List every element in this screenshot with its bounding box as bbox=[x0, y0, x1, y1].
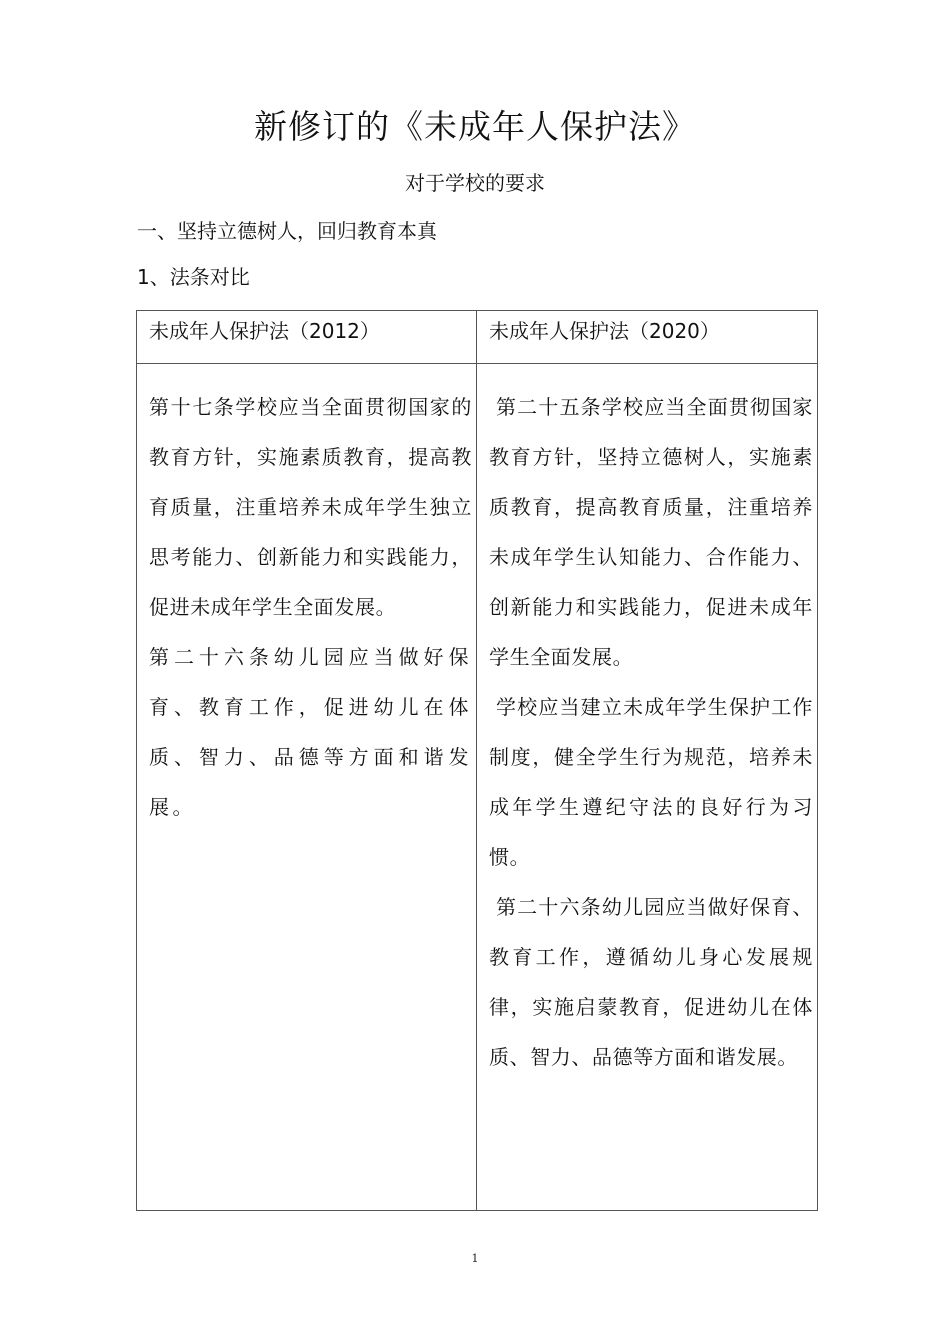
body-cell-2020 bbox=[477, 364, 818, 1211]
body-cell-2012 bbox=[137, 364, 477, 1211]
subsection-heading: 1、法条对比 bbox=[137, 265, 250, 289]
table-body-row bbox=[137, 364, 818, 1211]
document-subtitle: 对于学校的要求 bbox=[405, 171, 545, 195]
header-2020-label: 未成年人保护法（2020） bbox=[489, 319, 720, 343]
article-26-2020: 第二十六条幼儿园应当做好保育、教育工作，遵循幼儿身心发展规律，实施启蒙教育，促进幼儿在体质、智力、品德等方面和谐发展。 bbox=[489, 895, 813, 1069]
article-25-2020: 第二十五条学校应当全面贯彻国家教育方针，坚持立德树人，实施素质教育，提高教育质量，注重培养未成年学生认知能力、合作能力、创新能力和实践能力，促进未成年学生全面发展。 bbox=[489, 395, 813, 669]
document-title: 新修订的《未成年人保护法》 bbox=[254, 107, 696, 146]
table-header-row bbox=[137, 311, 818, 364]
law-comparison-table bbox=[136, 310, 818, 1211]
article-25-2020-paragraph-2: 学校应当建立未成年学生保护工作制度，健全学生行为规范，培养未成年学生遵纪守法的良好行为习惯。 bbox=[489, 695, 813, 869]
header-2012-label: 未成年人保护法（2012） bbox=[149, 319, 380, 343]
header-cell-2012 bbox=[137, 311, 477, 364]
section-heading: 一、坚持立德树人，回归教育本真 bbox=[137, 219, 437, 243]
article-17-2012: 第十七条学校应当全面贯彻国家的教育方针，实施素质教育，提高教育质量，注重培养未成年学生独立思考能力、创新能力和实践能力，促进未成年学生全面发展。 bbox=[149, 395, 472, 619]
article-26-2012: 第二十六条幼儿园应当做好保育、教育工作，促进幼儿在体质、智力、品德等方面和谐发展。 bbox=[149, 645, 472, 819]
page-number: 1 bbox=[471, 1252, 479, 1265]
header-cell-2020 bbox=[477, 311, 818, 364]
